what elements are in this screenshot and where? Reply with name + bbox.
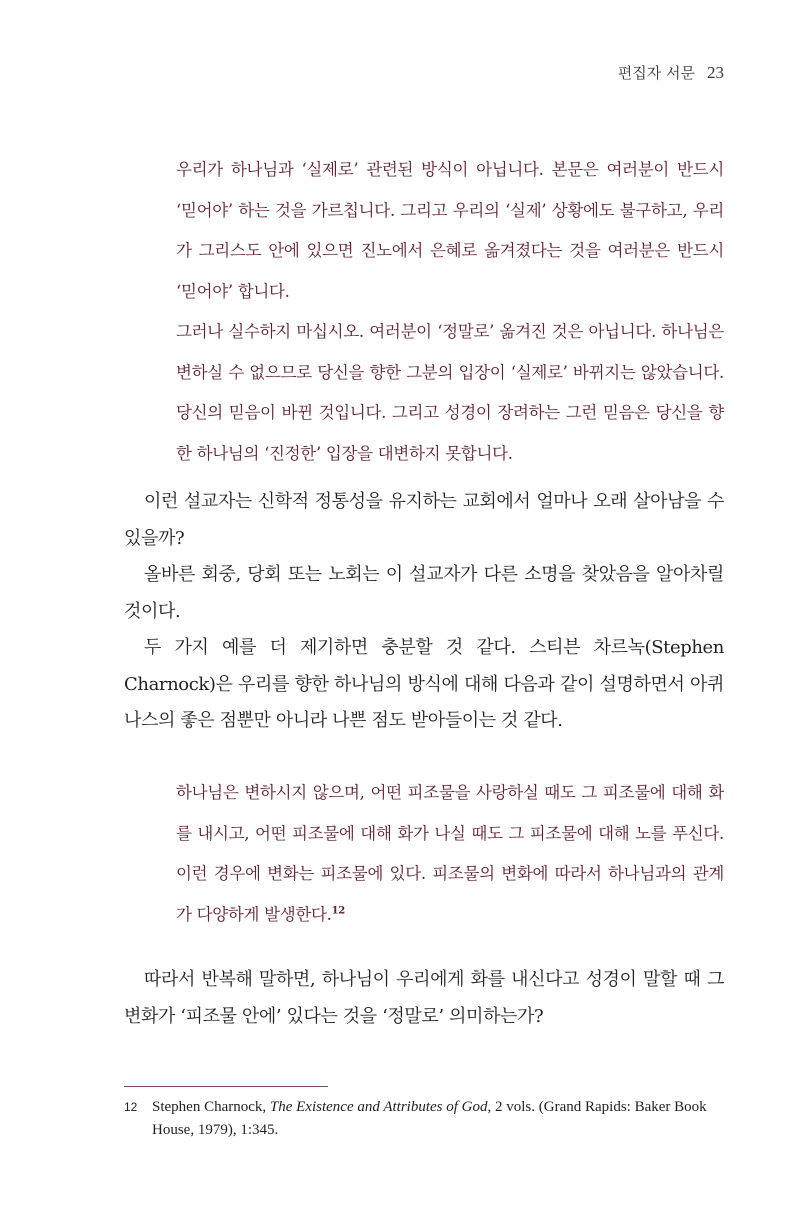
footnote-book-title: The Existence and Attributes of God [269,1099,488,1115]
quote-paragraph [176,773,724,935]
body-paragraph: 이런 설교자는 신학적 정통성을 유지하는 교회에서 얼마나 오래 살아남을 수 있을까? [124,491,724,549]
page-number: 23 [707,63,724,82]
footnote-reference[interactable]: 12 [331,905,345,916]
quote-paragraph: 우리가 하나님과 ‘실제로’ 관련된 방식이 아닙니다. 본문은 여러분이 반드시 ‘믿어야’ 하는 것을 가르칩니다. 그리고 우리의 ‘실제’ 상황에도 불구하고, 우리가 그리스도 안에 있으면 진노에서 은혜로 옮겨졌다는 것을 여러분은 반드시 ‘믿어야’ 합니다. [176,160,724,301]
body-paragraph: 올바른 회중, 당회 또는 노회는 이 설교자가 다른 소명을 찾았음을 알아차릴 것이다. [124,564,724,622]
section-title: 편집자 서문 [617,64,695,82]
body-section-2 [124,962,724,1035]
body-paragraph: 따라서 반복해 말하면, 하나님이 우리에게 화를 내신다고 성경이 말할 때 그 변화가 ‘피조물 안에’ 있다는 것을 ‘정말로’ 의미하는가? [124,969,724,1027]
body-paragraph: 두 가지 예를 더 제기하면 충분할 것 같다. 스티븐 차르녹(Stephen Charnock)은 우리를 향한 하나님의 방식에 대해 다음과 같이 설명하면서 아퀴나스의 좋은 점뿐만 아니라 나쁜 점도 받아들이는 것 같다. [124,637,724,731]
quote-paragraph: 그러나 실수하지 마십시오. 여러분이 ‘정말로’ 옮겨진 것은 아닙니다. 하나님은 변하실 수 없으므로 당신을 향한 그분의 입장이 ‘실제로’ 바뀌지는 않았습니다. 당신의 믿음이 바뀐 것입니다. 그리고 성경이 장려하는 그런 믿음은 당신을 향한 하나님의 ‘진정한’ 입장을 대변하지 못합니다. [176,322,724,463]
quote-text: 하나님은 변하시지 않으며, 어떤 피조물을 사랑하실 때도 그 피조물에 대해 화를 내시고, 어떤 피조물에 대해 화가 나실 때도 그 피조물에 대해 노를 푸신다. 이런 경우에 변화는 피조물에 있다. 피조물의 변화에 따라서 하나님과의 관계가 다양하게 발생한다. [176,783,724,924]
footnote-number: 12 [124,1100,138,1114]
footnote-author: Stephen Charnock, [152,1099,270,1115]
footnote-divider [124,1086,328,1087]
body-section-1 [124,484,724,740]
block-quote-1 [176,150,724,474]
footnote-text [152,1096,724,1142]
running-header [618,62,724,83]
footnote-publication: , 2 vols. (Grand Rapids: Baker Book House, 1979), 1:345. [152,1099,707,1138]
block-quote-2 [176,773,724,935]
footnote [124,1096,724,1142]
